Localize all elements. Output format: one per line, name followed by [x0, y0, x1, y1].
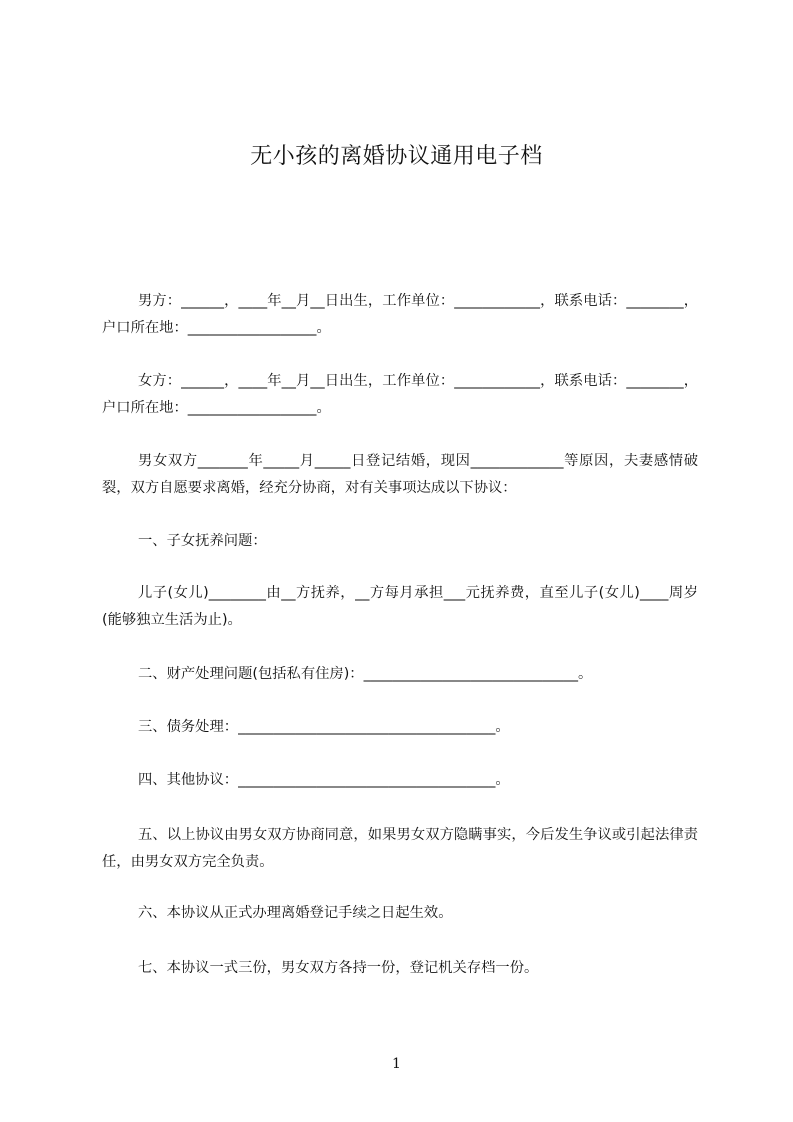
document-title: 无小孩的离婚协议通用电子档: [250, 144, 543, 169]
section-7-paragraph: 七、本协议一式三份，男女双方各持一份，登记机关存档一份。: [138, 960, 539, 976]
section-2-paragraph: 二、财产处理问题(包括私有住房)：______________________________。: [138, 666, 593, 682]
section-1-heading: 一、子女抚养问题：: [138, 533, 267, 549]
section-5-paragraph: 五、以上协议由男女双方协商同意，如果男女双方隐瞒事实，今后发生争议或引起法律责任，由男女双方完全负责。: [102, 827, 698, 870]
section-3-paragraph: 三、债务处理：____________________________________。: [138, 719, 510, 735]
child-support-paragraph: 儿子(女儿)________由__方抚养，__方每月承担___元抚养费，直至儿子(女儿)____周岁(能够独立生活为止)。: [102, 585, 698, 628]
male-party-paragraph: 男方：______，____年__月__日出生，工作单位：____________，联系电话：________，户口所在地：__________________。: [102, 293, 698, 336]
marriage-statement-paragraph: 男女双方_______年_____月_____日登记结婚，现因_____________等原因，夫妻感情破裂，双方自愿要求离婚，经充分协商，对有关事项达成以下协议：: [102, 453, 698, 496]
page-number: 1: [392, 1056, 401, 1072]
female-party-paragraph: 女方：______，____年__月__日出生，工作单位：____________，联系电话：________，户口所在地：__________________。: [102, 373, 698, 416]
section-6-paragraph: 六、本协议从正式办理离婚登记手续之日起生效。: [138, 905, 453, 921]
section-4-paragraph: 四、其他协议：____________________________________。: [138, 772, 510, 788]
